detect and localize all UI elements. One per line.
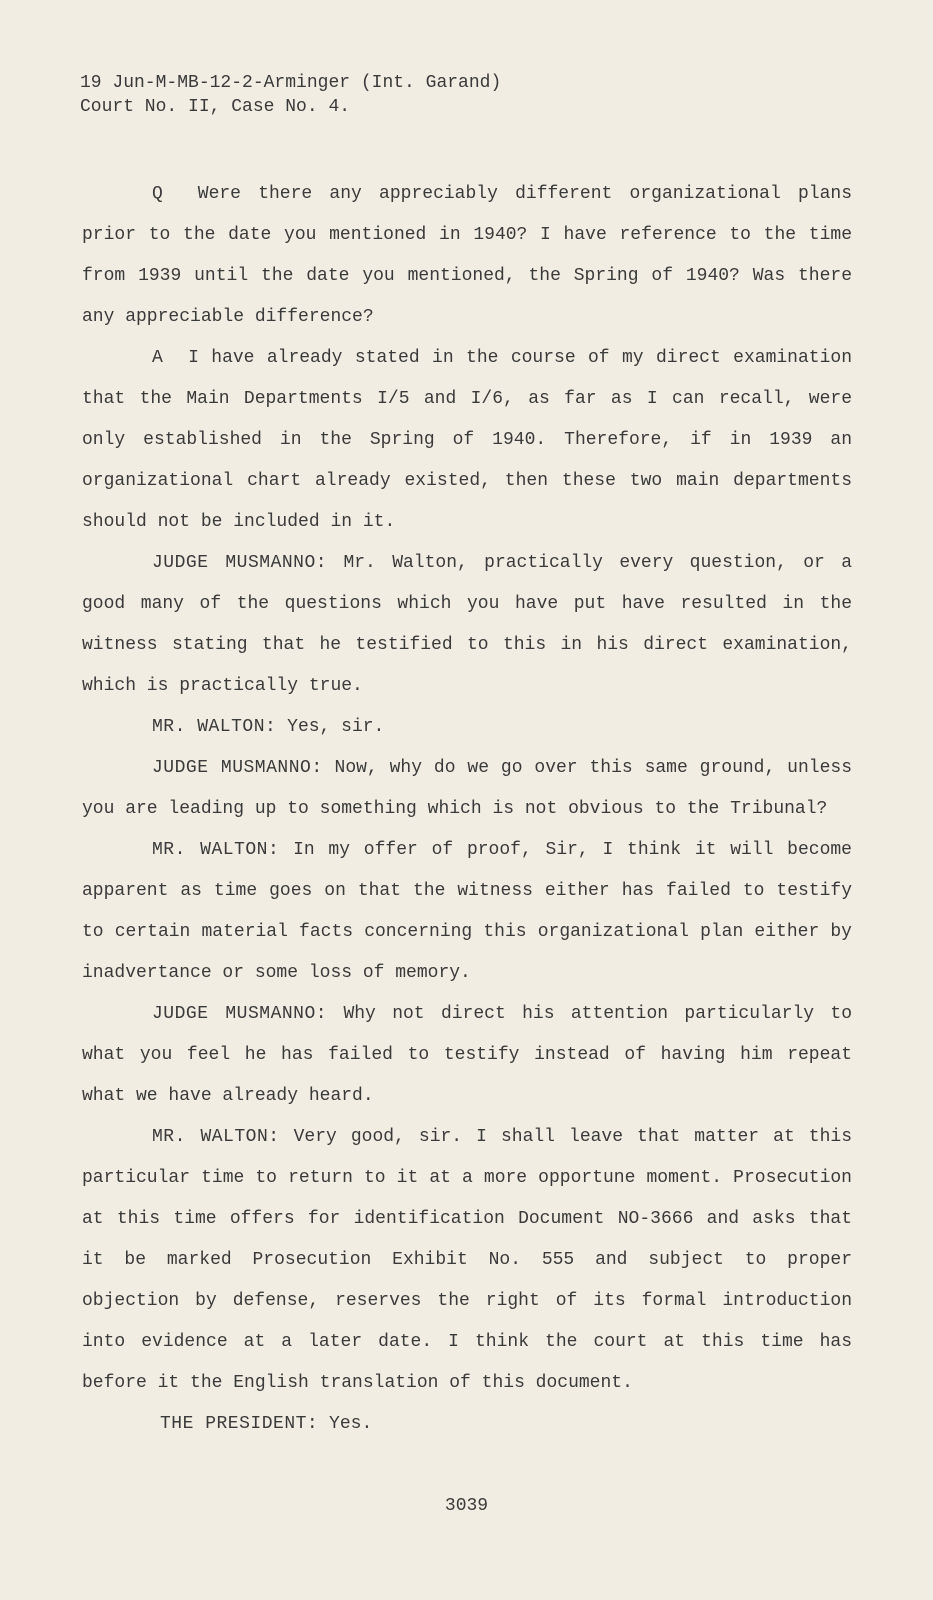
page-number: 3039 [444,1496,489,1516]
header-line-2: Court No. II, Case No. 4. [80,97,351,117]
transcript-paragraph [82,830,852,994]
header-line-1: 19 Jun-M-MB-12-2-Arminger (Int. Garand) [80,73,502,93]
transcript-paragraph-answer [82,338,852,543]
speaker-label: JUDGE MUSMANNO: [152,1004,328,1024]
speaker-label: Q [152,184,164,204]
paragraph-text: Now, why do we go over this same ground, unless you are leading up to something which is not obvious to the Tribunal? [82,758,852,819]
speaker-label: JUDGE MUSMANNO: [152,758,323,778]
speaker-label: JUDGE MUSMANNO: [152,553,328,573]
speaker-label: MR. WALTON: [152,1127,280,1147]
transcript-paragraph [82,543,852,707]
transcript-paragraph-president [82,1404,852,1445]
speaker-label: THE PRESIDENT: [160,1414,319,1434]
paragraph-text: Were there any appreciably different organizational plans prior to the date you mentioned in 1940? I have reference to the time from 1939 until the date you mentioned, the Spring of 1940? Was there any appreciable difference? [82,184,852,327]
paragraph-text: In my offer of proof, Sir, I think it will become apparent as time goes on that the witness either has failed to testify to certain material facts concerning this organizational plan either by inadvertance or some loss of memory. [82,840,852,983]
speaker-label: A [152,348,164,368]
transcript-paragraph [82,994,852,1117]
speaker-label: MR. WALTON: [152,717,277,737]
paragraph-text: Why not direct his attention particularly to what you feel he has failed to testify instead of having him repeat what we have already heard. [82,1004,852,1106]
paragraph-text: Very good, sir. I shall leave that matter at this particular time to return to it at a more opportune moment. Prosecution at this time offers for identification Document NO-3666 and asks that it be marked Prosecution Exhibit No. 555 and subject to proper objection by defense, reserves the right of its formal introduction into evidence at a later date. I think the court at this time has before it the English translation of this document. [82,1127,852,1393]
transcript-body [82,174,852,1445]
transcript-paragraph [82,1117,852,1404]
paragraph-text: Yes, sir. [287,717,385,737]
speaker-label: MR. WALTON: [152,840,280,860]
paragraph-text: Mr. Walton, practically every question, or a good many of the questions which you have put have resulted in the witness stating that he testified to this in his direct examination, which is practically true. [82,553,852,696]
paragraph-text: Yes. [329,1414,373,1434]
transcript-paragraph [82,707,852,748]
paragraph-text: I have already stated in the course of my direct examination that the Main Departments I/5 and I/6, as far as I can recall, were only established in the Spring of 1940. Therefore, if in 1939 an organizational chart already existed, then these two main departments should not be included in it. [82,348,852,532]
document-header [80,71,860,119]
transcript-paragraph-question [82,174,852,338]
transcript-paragraph [82,748,852,830]
